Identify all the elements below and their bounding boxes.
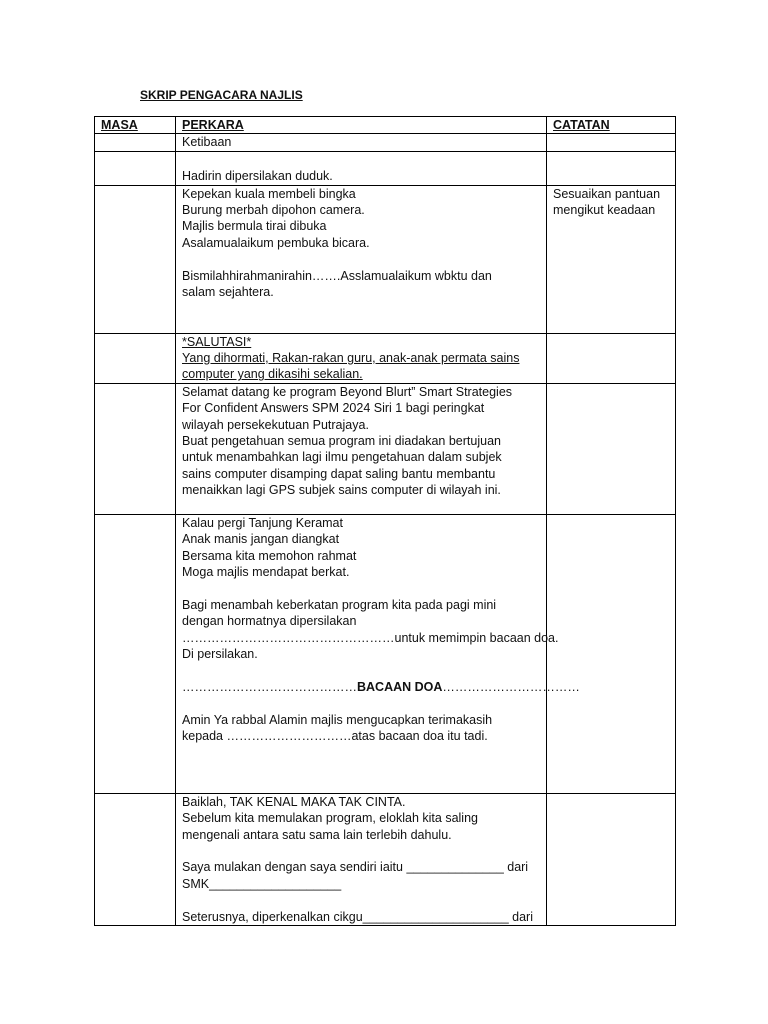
blank-line <box>182 580 540 596</box>
perkara-line: Selamat datang ke program Beyond Blurt” Smart Strategies <box>182 384 513 399</box>
perkara-line: Kepekan kuala membeli bingka <box>182 186 356 201</box>
masa-cell <box>95 514 176 793</box>
catatan-line: Sesuaikan pantuan <box>553 186 661 201</box>
masa-cell <box>95 793 176 925</box>
perkara-line: salam sejahtera. <box>182 285 274 300</box>
document-title: SKRIP PENGACARA NAJLIS <box>140 88 303 102</box>
perkara-cell <box>176 185 547 333</box>
catatan-cell <box>547 793 676 925</box>
perkara-line: Saya mulakan dengan saya sendiri iaitu ______________ dari <box>182 860 529 875</box>
blank-line <box>182 152 540 168</box>
perkara-line: Hadirin dipersilakan duduk. <box>182 169 333 184</box>
header-masa: MASA <box>95 117 176 134</box>
perkara-line: computer yang dikasihi sekalian. <box>182 367 363 382</box>
table-row <box>95 514 676 793</box>
perkara-cell <box>176 514 580 793</box>
perkara-cell <box>176 134 547 151</box>
masa-cell <box>95 185 176 333</box>
catatan-cell <box>547 134 676 151</box>
perkara-cell <box>176 333 547 383</box>
catatan-cell <box>547 151 676 185</box>
table-row <box>95 793 676 925</box>
perkara-line: Bismilahhirahmanirahin…….Asslamualaikum wbktu dan <box>182 268 492 283</box>
perkara-line: Yang dihormati, Rakan-rakan guru, anak-anak permata sains <box>182 351 520 366</box>
script-table <box>94 116 676 926</box>
perkara-line: Ketibaan <box>182 135 232 150</box>
perkara-line: For Confident Answers SPM 2024 Siri 1 bagi peringkat <box>182 401 485 416</box>
perkara-line: wilayah persekekutuan Putrajaya. <box>182 417 369 432</box>
perkara-line: mengenali antara satu sama lain terlebih dahulu. <box>182 827 452 842</box>
perkara-line: Kalau pergi Tanjung Keramat <box>182 515 343 530</box>
perkara-line: Amin Ya rabbal Alamin majlis mengucapkan terimakasih <box>182 712 493 727</box>
blank-line <box>182 695 540 711</box>
table-row <box>95 383 676 514</box>
perkara-line: SMK___________________ <box>182 876 342 891</box>
table-row <box>95 151 676 185</box>
masa-cell <box>95 333 176 383</box>
blank-line <box>182 662 540 678</box>
catatan-line: mengikut keadaan <box>553 203 656 218</box>
perkara-line: Asalamualaikum pembuka bicara. <box>182 235 370 250</box>
perkara-line: untuk menambahkan lagi ilmu pengetahuan dalam subjek <box>182 450 502 465</box>
perkara-line: dengan hormatnya dipersilakan <box>182 614 357 629</box>
perkara-line: Burung merbah dipohon camera. <box>182 203 365 218</box>
perkara-line: Bersama kita memohon rahmat <box>182 548 357 563</box>
bacaan-doa-label: BACAAN DOA <box>357 679 443 694</box>
blank-line <box>182 843 540 859</box>
perkara-line: Baiklah, TAK KENAL MAKA TAK CINTA. <box>182 794 406 809</box>
table-row <box>95 333 676 383</box>
masa-cell <box>95 134 176 151</box>
catatan-cell <box>547 514 676 793</box>
perkara-line: Majlis bermula tirai dibuka <box>182 219 327 234</box>
perkara-line: Buat pengetahuan semua program ini diadakan bertujuan <box>182 434 501 449</box>
perkara-line: Sebelum kita memulakan program, eloklah kita saling <box>182 811 478 826</box>
catatan-cell <box>547 185 676 333</box>
doa-dots-before: …………………………………… <box>182 679 357 694</box>
catatan-cell <box>547 333 676 383</box>
masa-cell <box>95 151 176 185</box>
perkara-line: ……………………………………………untuk memimpin bacaan doa. <box>182 630 559 645</box>
table-row <box>95 134 676 151</box>
salutasi-heading: *SALUTASI* <box>182 334 252 349</box>
blank-line <box>182 251 540 267</box>
perkara-cell <box>176 383 547 514</box>
bacaan-doa-line <box>182 679 580 695</box>
perkara-line: sains computer disamping dapat saling bantu membantu <box>182 466 496 481</box>
table-row <box>95 185 676 333</box>
masa-cell <box>95 383 176 514</box>
perkara-cell <box>176 151 547 185</box>
doa-dots-after: …………………………… <box>442 679 580 694</box>
table-header-row <box>95 117 676 134</box>
perkara-line: Moga majlis mendapat berkat. <box>182 565 350 580</box>
perkara-line: kepada …………………………atas bacaan doa itu tadi. <box>182 729 488 744</box>
perkara-line: Bagi menambah keberkatan program kita pada pagi mini <box>182 597 497 612</box>
perkara-cell <box>176 793 547 925</box>
perkara-line: Di persilakan. <box>182 647 258 662</box>
catatan-cell <box>547 383 676 514</box>
blank-line <box>182 892 540 908</box>
perkara-line: menaikkan lagi GPS subjek sains computer di wilayah ini. <box>182 483 501 498</box>
perkara-line: Seterusnya, diperkenalkan cikgu_____________________ dari <box>182 909 533 924</box>
header-perkara: PERKARA <box>176 117 547 134</box>
header-catatan: CATATAN <box>547 117 676 134</box>
perkara-line: Anak manis jangan diangkat <box>182 532 340 547</box>
